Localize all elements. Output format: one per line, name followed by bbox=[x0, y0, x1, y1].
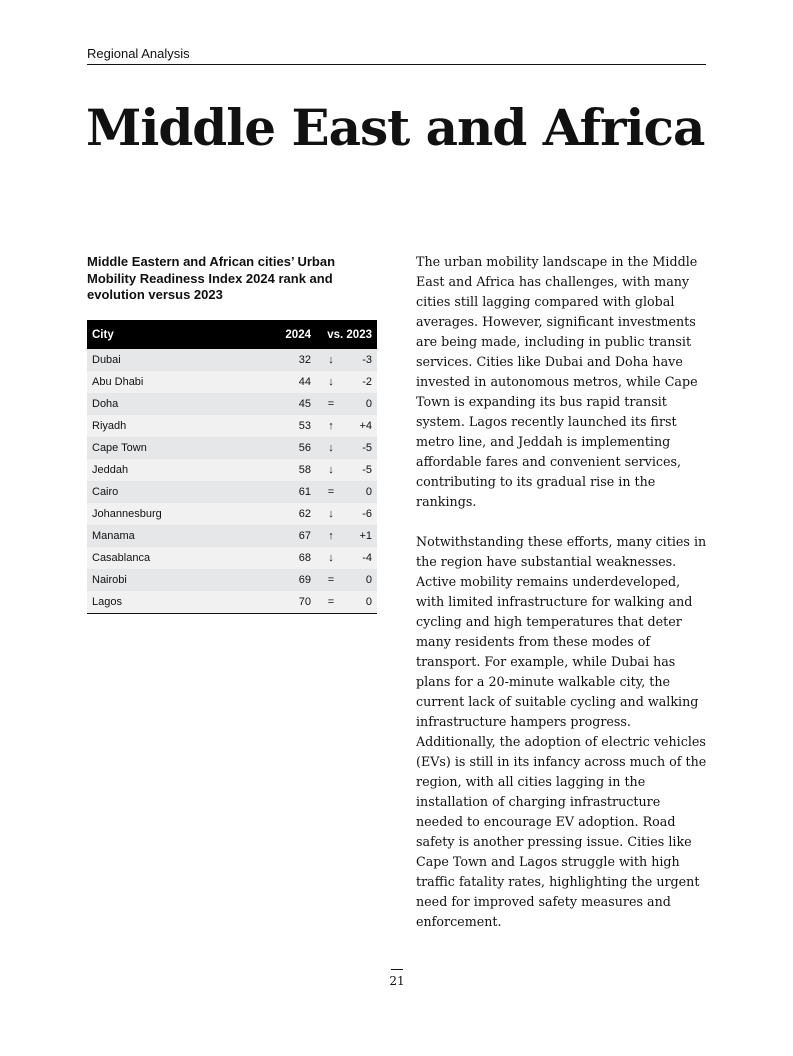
rank-2024-cell: 44 bbox=[243, 371, 319, 393]
trend-arrow-icon: = bbox=[319, 569, 343, 591]
page-title: Middle East and Africa bbox=[86, 98, 705, 157]
table-row bbox=[87, 371, 377, 393]
trend-arrow-icon: ↓ bbox=[319, 349, 343, 371]
rank-change-cell: -5 bbox=[343, 437, 377, 459]
rank-2024-cell: 68 bbox=[243, 547, 319, 569]
section-label: Regional Analysis bbox=[87, 46, 190, 61]
rank-2024-cell: 62 bbox=[243, 503, 319, 525]
table-body bbox=[87, 349, 377, 614]
rank-change-cell: 0 bbox=[343, 591, 377, 614]
rank-change-cell: -3 bbox=[343, 349, 377, 371]
table-row bbox=[87, 503, 377, 525]
table-row bbox=[87, 591, 377, 614]
city-cell: Cairo bbox=[87, 481, 243, 503]
rank-2024-cell: 67 bbox=[243, 525, 319, 547]
table-row bbox=[87, 393, 377, 415]
trend-arrow-icon: ↑ bbox=[319, 525, 343, 547]
rank-change-cell: +4 bbox=[343, 415, 377, 437]
rank-2024-cell: 58 bbox=[243, 459, 319, 481]
table-row bbox=[87, 415, 377, 437]
table-row bbox=[87, 547, 377, 569]
rank-change-cell: 0 bbox=[343, 481, 377, 503]
table-row bbox=[87, 525, 377, 547]
column-header-vs-2023: vs. 2023 bbox=[319, 320, 377, 349]
city-cell: Nairobi bbox=[87, 569, 243, 591]
rank-change-cell: -6 bbox=[343, 503, 377, 525]
rank-2024-cell: 70 bbox=[243, 591, 319, 614]
trend-arrow-icon: ↓ bbox=[319, 547, 343, 569]
rank-change-cell: 0 bbox=[343, 393, 377, 415]
rank-change-cell: -4 bbox=[343, 547, 377, 569]
rank-change-cell: -2 bbox=[343, 371, 377, 393]
rank-2024-cell: 45 bbox=[243, 393, 319, 415]
trend-arrow-icon: ↓ bbox=[319, 437, 343, 459]
city-cell: Cape Town bbox=[87, 437, 243, 459]
trend-arrow-icon: = bbox=[319, 481, 343, 503]
footer-divider bbox=[391, 969, 403, 970]
city-cell: Casablanca bbox=[87, 547, 243, 569]
city-cell: Dubai bbox=[87, 349, 243, 371]
rank-2024-cell: 69 bbox=[243, 569, 319, 591]
table-row bbox=[87, 349, 377, 371]
trend-arrow-icon: ↓ bbox=[319, 503, 343, 525]
column-header-2024: 2024 bbox=[243, 320, 319, 349]
body-paragraph: The urban mobility landscape in the Middle East and Africa has challenges, with many cities still lagging compared with global averages. However, significant investments are being made, including in public transit services. Cities like Dubai and Doha have invested in autonomous metros, while Cape Town is expanding its bus rapid transit system. Lagos recently launched its first metro line, and Jeddah is implementing affordable fares and convenient services, contributing to its gradual rise in the rankings. bbox=[416, 254, 698, 509]
rank-2024-cell: 61 bbox=[243, 481, 319, 503]
article-body bbox=[416, 252, 708, 952]
trend-arrow-icon: ↑ bbox=[319, 415, 343, 437]
city-cell: Lagos bbox=[87, 591, 243, 614]
rank-change-cell: -5 bbox=[343, 459, 377, 481]
table-caption: Middle Eastern and African cities’ Urban Mobility Readiness Index 2024 rank and evolution versus 2023 bbox=[87, 254, 336, 302]
table-header-row bbox=[87, 320, 377, 349]
table-row bbox=[87, 569, 377, 591]
city-cell: Abu Dhabi bbox=[87, 371, 243, 393]
table-row bbox=[87, 481, 377, 503]
ranking-table bbox=[87, 320, 377, 614]
trend-arrow-icon: ↓ bbox=[319, 459, 343, 481]
city-cell: Johannesburg bbox=[87, 503, 243, 525]
trend-arrow-icon: = bbox=[319, 393, 343, 415]
rank-change-cell: +1 bbox=[343, 525, 377, 547]
rank-2024-cell: 56 bbox=[243, 437, 319, 459]
table-row bbox=[87, 459, 377, 481]
body-paragraph: Notwithstanding these efforts, many cities in the region have substantial weaknesses. Active mobility remains underdeveloped, with limited infrastructure for walking and cycling and high temperatures that deter many residents from these modes of transport. For example, while Dubai has plans for a 20-minute walkable city, the current lack of suitable cycling and walking infrastructure hampers progress. Additionally, the adoption of electric vehicles (EVs) is still in its infancy across much of the region, with all cities lagging in the installation of charging infrastructure needed to encourage EV adoption. Road safety is another pressing issue. Cities like Cape Town and Lagos struggle with high traffic fatality rates, highlighting the urgent need for improved safety measures and enforcement. bbox=[416, 534, 707, 929]
city-cell: Riyadh bbox=[87, 415, 243, 437]
rank-2024-cell: 32 bbox=[243, 349, 319, 371]
trend-arrow-icon: = bbox=[319, 591, 343, 614]
rank-change-cell: 0 bbox=[343, 569, 377, 591]
column-header-city: City bbox=[87, 320, 243, 349]
table-row bbox=[87, 437, 377, 459]
rank-2024-cell: 53 bbox=[243, 415, 319, 437]
city-cell: Doha bbox=[87, 393, 243, 415]
page-number: 21 bbox=[389, 974, 405, 988]
city-cell: Jeddah bbox=[87, 459, 243, 481]
city-cell: Manama bbox=[87, 525, 243, 547]
header-divider bbox=[87, 64, 706, 65]
trend-arrow-icon: ↓ bbox=[319, 371, 343, 393]
